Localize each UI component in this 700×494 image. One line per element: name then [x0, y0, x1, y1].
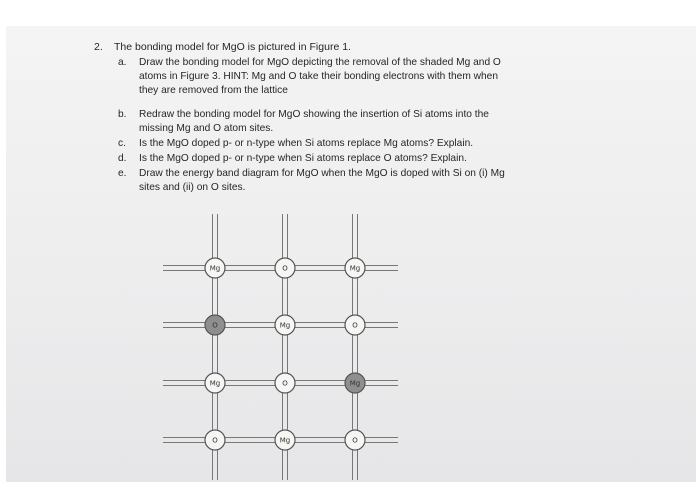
shaded-atom [345, 373, 365, 393]
subquestion-text: Draw the bonding model for MgO depicting the removal of the shaded Mg and O [139, 57, 501, 68]
atom [345, 430, 365, 450]
atom-label: O [212, 436, 218, 445]
question-title: The bonding model for MgO is pictured in Figure 1. [114, 41, 351, 53]
atom [275, 430, 295, 450]
atom-label: Mg [349, 379, 361, 388]
subquestion-label: e. [118, 168, 127, 179]
atom-label: Mg [349, 264, 361, 273]
atom-label: Mg [209, 264, 221, 273]
atom [205, 430, 225, 450]
atom-label: O [282, 379, 288, 388]
atom-label: O [352, 321, 358, 330]
subquestion-text: they are removed from the lattice [139, 85, 288, 96]
subquestion-text: atoms in Figure 3. HINT: Mg and O take their bonding electrons with them when [139, 71, 498, 82]
subquestion-text: Draw the energy band diagram for MgO when the MgO is doped with Si on (i) Mg [139, 168, 505, 179]
atom [275, 258, 295, 278]
subquestion-text: Is the MgO doped p- or n-type when Si atoms replace O atoms? Explain. [139, 153, 467, 164]
atom-label: Mg [279, 321, 291, 330]
subquestion-text: Redraw the bonding model for MgO showing the insertion of Si atoms into the [139, 109, 489, 120]
atom [205, 258, 225, 278]
atom-label: O [352, 436, 358, 445]
subquestion-text: missing Mg and O atom sites. [139, 123, 274, 134]
atom-label: Mg [279, 436, 291, 445]
atom-label: O [212, 321, 218, 330]
atom-label: Mg [209, 379, 221, 388]
shaded-atom [205, 315, 225, 335]
subquestion-label: a. [118, 57, 127, 68]
subquestion-label: c. [118, 138, 126, 149]
atom [205, 373, 225, 393]
atom-label: O [282, 264, 288, 273]
question-number: 2. [94, 41, 103, 53]
subquestion-label: b. [118, 109, 127, 120]
atom [345, 315, 365, 335]
atom [345, 258, 365, 278]
subquestion-label: d. [118, 153, 127, 164]
subquestion-text: Is the MgO doped p- or n-type when Si atoms replace Mg atoms? Explain. [139, 138, 474, 149]
atom [275, 373, 295, 393]
atom [275, 315, 295, 335]
subquestion-text: sites and (ii) on O sites. [139, 182, 246, 193]
